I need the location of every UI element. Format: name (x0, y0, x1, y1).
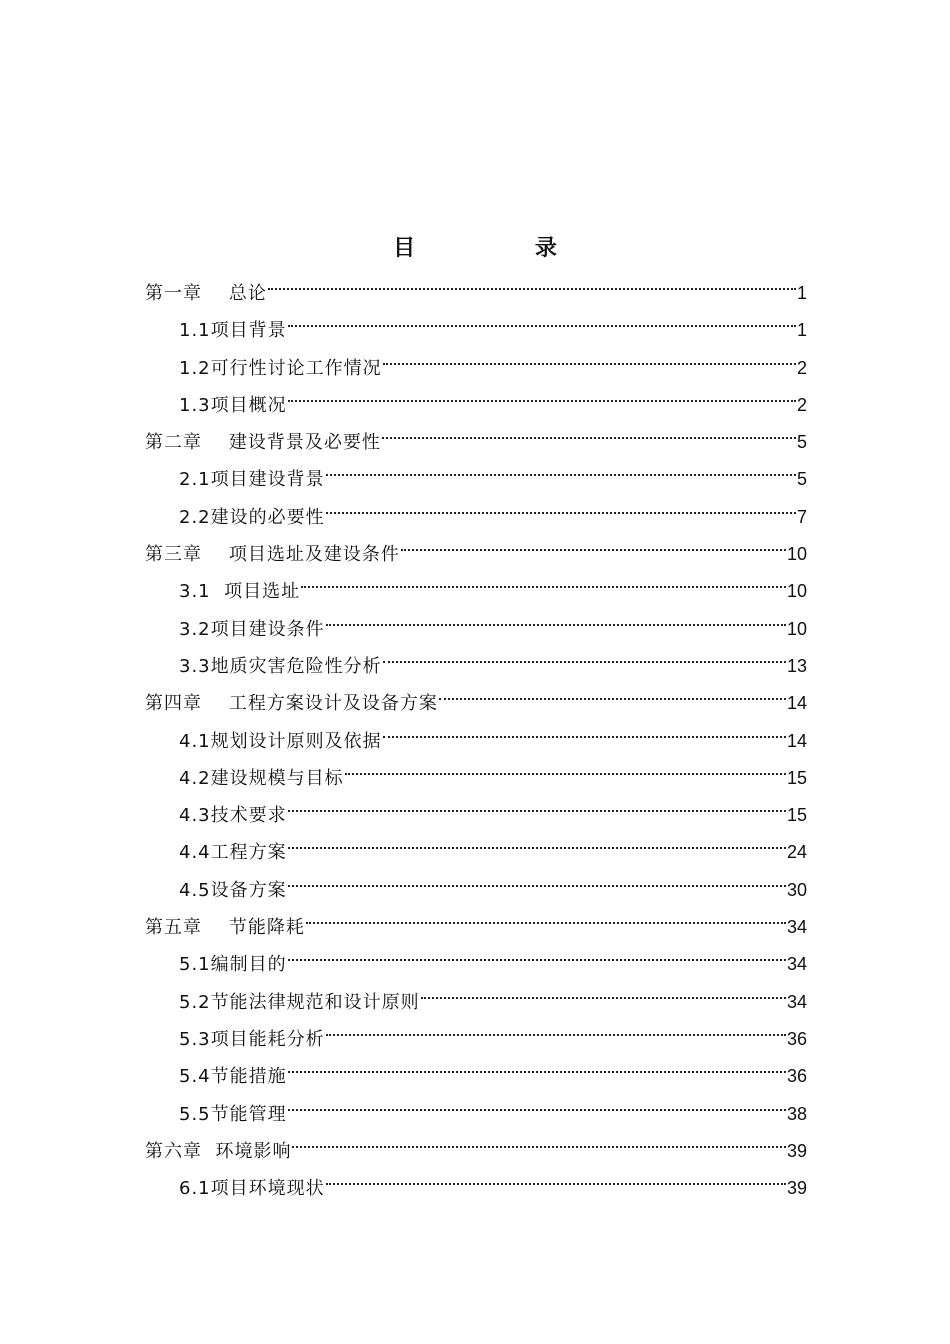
toc-entry-page-number: 34 (786, 954, 807, 975)
toc-entry-page-number: 2 (796, 357, 807, 378)
toc-entry-label: 1.2可行性讨论工作情况 (179, 357, 382, 379)
toc-entry-page-number: 7 (796, 506, 807, 527)
toc-entry-label: 4.5设备方案 (179, 879, 287, 901)
dot-leader (306, 896, 786, 933)
toc-entry-label: 第五章 节能降耗 (145, 917, 305, 939)
toc-entry-label: 第六章 环境影响 (145, 1140, 292, 1162)
dot-leader (383, 337, 796, 374)
toc-title: 目 录 (393, 236, 613, 261)
dot-leader (326, 598, 786, 635)
dot-leader (288, 1083, 786, 1120)
dot-leader (401, 523, 786, 560)
toc-entry-label: 第二章 建设背景及必要性 (145, 432, 381, 454)
toc-entry-page-number: 30 (786, 879, 807, 900)
toc-entry-page-number: 15 (786, 767, 807, 788)
dot-leader (439, 672, 786, 709)
toc-entry-page-number: 14 (786, 730, 807, 751)
toc-entry-page-number: 38 (786, 1103, 807, 1124)
toc-entry-label: 3.2项目建设条件 (179, 618, 325, 640)
toc-entry-page-number: 10 (786, 544, 807, 565)
dot-leader (421, 971, 786, 1008)
toc-entry-label: 4.4工程方案 (179, 842, 287, 864)
toc-entry-label: 1.1项目背景 (179, 320, 287, 342)
dot-leader (383, 635, 786, 672)
dot-leader (288, 784, 786, 821)
dot-leader (288, 299, 796, 336)
toc-entry-page-number: 5 (796, 469, 807, 490)
toc-entry-label: 5.5节能管理 (179, 1103, 287, 1125)
toc-entry-page-number: 36 (786, 1066, 807, 1087)
toc-entry-label: 6.1项目环境现状 (179, 1178, 325, 1200)
toc-entry-label: 2.2建设的必要性 (179, 506, 325, 528)
dot-leader (288, 374, 796, 411)
dot-leader (383, 710, 786, 747)
dot-leader (288, 859, 786, 896)
toc-entry-page-number: 14 (786, 693, 807, 714)
dot-leader (288, 933, 786, 970)
dot-leader (345, 747, 786, 784)
toc-entry-label: 第四章 工程方案设计及设备方案 (145, 693, 438, 715)
toc-entry-label: 4.1规划设计原则及依据 (179, 730, 382, 752)
toc-entry-label: 3.1 项目选址 (179, 581, 301, 603)
toc-entry-label: 1.3项目概况 (179, 394, 287, 416)
dot-leader (288, 1045, 786, 1082)
toc-entry-label: 第一章 总论 (145, 283, 267, 304)
toc-entry-page-number: 39 (786, 1140, 807, 1161)
dot-leader (326, 448, 796, 485)
dot-leader (382, 411, 796, 448)
toc-list (145, 262, 807, 1200)
toc-entry-page-number: 39 (786, 1178, 807, 1199)
dot-leader (326, 486, 796, 523)
toc-entry-page-number: 10 (786, 618, 807, 639)
toc-entry-page-number: 24 (786, 842, 807, 863)
toc-entry-page-number: 34 (786, 991, 807, 1012)
toc-entry-label: 第三章 项目选址及建设条件 (145, 544, 400, 566)
toc-entry-label: 3.3地质灾害危险性分析 (179, 655, 382, 677)
toc-entry-page-number: 36 (786, 1028, 807, 1049)
toc-entry-label: 5.4节能措施 (179, 1066, 287, 1088)
dot-leader (326, 1008, 786, 1045)
toc-entry-label: 5.1编制目的 (179, 954, 287, 976)
toc-entry-label: 5.2节能法律规范和设计原则 (179, 991, 420, 1013)
toc-entry-page-number: 34 (786, 917, 807, 938)
toc-entry-label: 5.3项目能耗分析 (179, 1028, 325, 1050)
toc-entry-page-number: 1 (796, 320, 807, 341)
dot-leader (326, 1157, 786, 1194)
toc-entry-page-number: 10 (786, 581, 807, 602)
dot-leader (301, 560, 786, 597)
dot-leader (292, 1120, 786, 1157)
toc-entry-label: 4.2建设规模与目标 (179, 767, 344, 789)
toc-entry-page-number: 13 (786, 655, 807, 676)
toc-entry-page-number: 15 (786, 805, 807, 826)
toc-entry-page-number: 1 (796, 283, 807, 303)
toc-chapter-entry[interactable] (145, 262, 807, 304)
toc-entry-label: 4.3技术要求 (179, 805, 287, 827)
toc-entry-page-number: 2 (796, 394, 807, 415)
toc-entry-page-number: 5 (796, 432, 807, 453)
dot-leader (288, 821, 786, 858)
toc-entry-label: 2.1项目建设背景 (179, 469, 325, 491)
dot-leader (268, 262, 796, 299)
